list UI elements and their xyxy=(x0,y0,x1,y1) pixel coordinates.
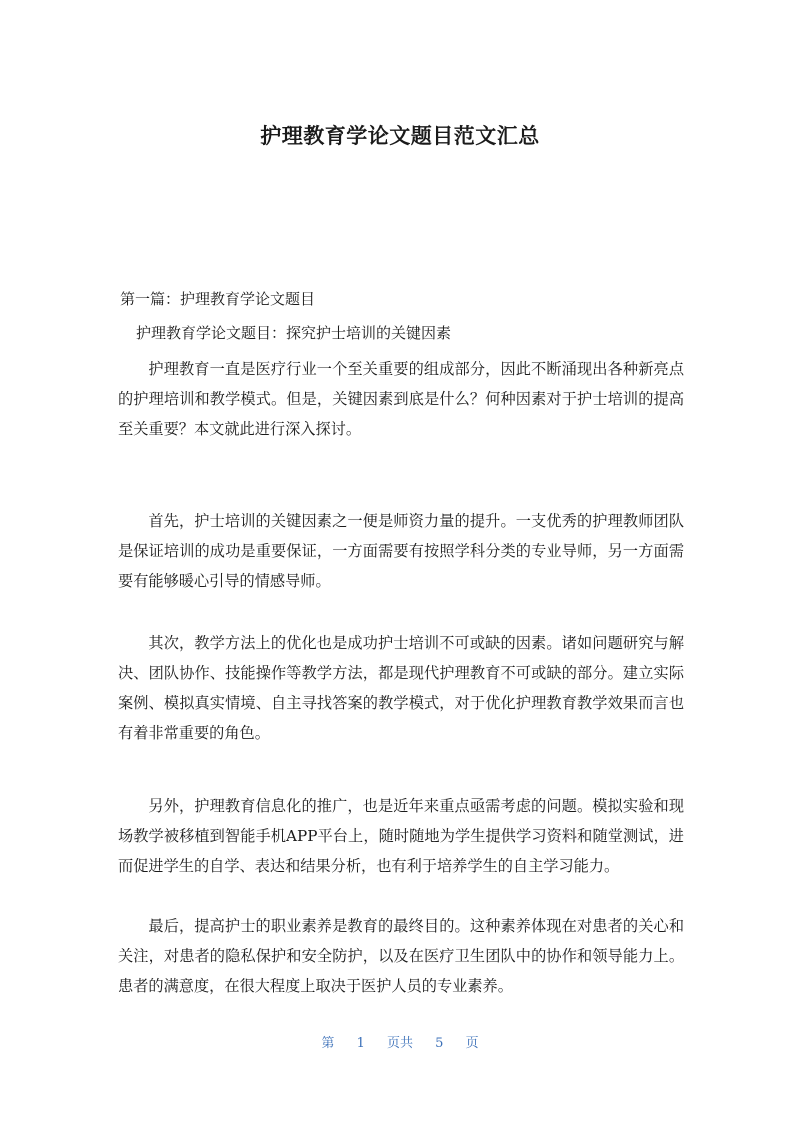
footer-total-pages: 5 xyxy=(435,1036,444,1051)
article-subtitle: 护理教育学论文题目：探究护士培训的关键因素 xyxy=(136,324,452,342)
paragraph-professionalism: 最后，提高护士的职业素养是教育的最终目的。这种素养体现在对患者的关心和关注，对患者的隐私保护和安全防护，以及在医疗卫生团队中的协作和领导能力上。患者的满意度，在很大程度上取决于医护人员的专业素养。 xyxy=(118,917,684,995)
paragraph-teaching-methods: 其次，教学方法上的优化也是成功护士培训不可或缺的因素。诸如问题研究与解决、团队协作、技能操作等教学方法，都是现代护理教育不可或缺的部分。建立实际案例、模拟真实情境、自主寻找答案的教学模式，对于优化护理教育教学效果而言也有着非常重要的角色。 xyxy=(118,634,684,742)
page-footer xyxy=(0,1032,800,1051)
paragraph-intro: 护理教育一直是医疗行业一个至关重要的组成部分，因此不断涌现出各种新亮点的护理培训和教学模式。但是，关键因素到底是什么？何种因素对于护士培训的提高至关重要？本文就此进行深入探讨。 xyxy=(118,360,684,438)
footer-suffix: 页 xyxy=(465,1036,479,1051)
footer-page-number: 1 xyxy=(356,1036,365,1051)
footer-prefix: 第 xyxy=(321,1036,335,1051)
footer-middle: 页共 xyxy=(386,1036,413,1051)
paragraph-faculty: 首先，护士培训的关键因素之一便是师资力量的提升。一支优秀的护理教师团队是保证培训的成功是重要保证，一方面需要有按照学科分类的专业导师，另一方面需要有能够暖心引导的情感导师。 xyxy=(118,512,684,590)
section-heading: 第一篇：护理教育学论文题目 xyxy=(120,290,316,308)
document-title: 护理教育学论文题目范文汇总 xyxy=(260,124,540,148)
paragraph-informatization: 另外，护理教育信息化的推广，也是近年来重点亟需考虑的问题。模拟实验和现场教学被移植到智能手机APP平台上，随时随地为学生提供学习资料和随堂测试，进而促进学生的自学、表达和结果分析，也有利于培养学生的自主学习能力。 xyxy=(118,797,684,875)
